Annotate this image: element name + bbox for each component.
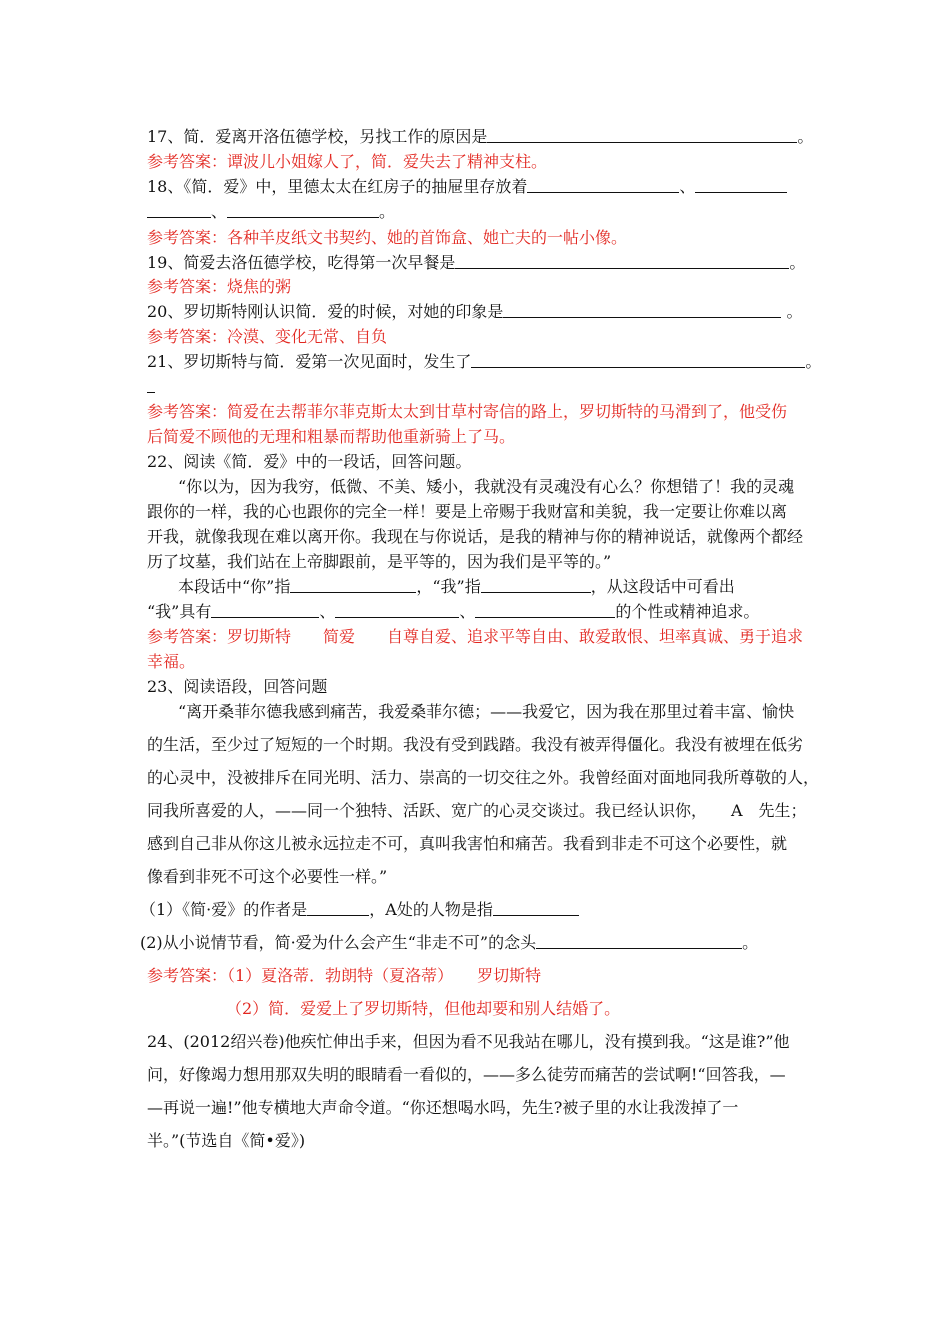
answer-blank [227,201,379,218]
question-18-cont [147,200,395,224]
passage-22-line: 历了坟墓，我们站在上帝脚跟前，是平等的，因为我们是平等的。” [147,552,612,571]
question-24-line: 问，好像竭力想用那双失明的眼睛看一看似的，——多么徒劳而痛苦的尝试啊!“回答我，— [147,1065,786,1084]
question-18 [147,175,787,199]
answer-blank [147,376,155,393]
question-20 [147,300,802,324]
answer-blank [471,351,805,368]
answer-18: 参考答案：各种羊皮纸文书契约、她的首饰盒、她亡夫的一帖小像。 [147,228,628,247]
question-18-sep: 、 [211,202,228,221]
answer-blank [335,601,459,618]
answer-21-line-1: 参考答案：简爱在去帮菲尔菲克斯太太到甘草村寄信的路上，罗切斯特的马滑到了，他受伤 [147,402,788,421]
passage-23-line: “离开桑菲尔德我感到痛苦，我爱桑菲尔德；——我爱它，因为我在那里过着丰富、愉快 [178,702,795,721]
answer-17: 参考答案：谭波儿小姐嫁人了，简．爱失去了精神支柱。 [147,152,548,171]
question-23-sub-1 [140,898,579,922]
answer-blank [147,201,211,218]
passage-23-line: 感到自己非从你这儿被永远拉走不可，真叫我害怕和痛苦。我看到非走不可这个必要性，就 [147,834,788,853]
question-20-end: 。 [786,302,803,321]
answer-blank [481,576,591,593]
question-17-text: 17、简．爱离开洛伍德学校，另找工作的原因是 [147,127,488,146]
answer-blank [493,899,579,916]
answer-22-line-1: 参考答案：罗切斯特 简爱 自尊自爱、追求平等自由、敢爱敢恨、坦率真诚、勇于追求 [147,627,804,646]
question-18-end: 。 [379,202,396,221]
answer-blank [211,601,319,618]
question-23-title: 23、阅读语段，回答问题 [147,677,328,696]
passage-23-line: 像看到非死不可这个必要性一样。” [147,867,388,886]
question-17-end: 。 [797,127,814,146]
question-22-text: ，从这段话中可看出 [590,577,735,596]
question-22-sep: 、 [319,602,336,621]
question-22-text: ，“我”指 [416,577,481,596]
answer-22-line-2: 幸福。 [147,652,196,671]
answer-blank [475,601,615,618]
question-22-title: 22、阅读《简．爱》中的一段话，回答问题。 [147,452,472,471]
question-23-text: （1）《简·爱》的作者是 [140,900,308,919]
answer-blank [307,899,369,916]
passage-23-line: 同我所喜爱的人，——同一个独特、活跃、宽广的心灵交谈过。我已经认识你， A 先生； [147,801,807,820]
question-24-line: 半。”(节选自《简•爱》) [147,1131,306,1150]
answer-23-line-2: （2）简．爱爱上了罗切斯特，但他却要和别人结婚了。 [226,999,621,1018]
answer-21-line-2: 后简爱不顾他的无理和粗暴而帮助他重新骑上了马。 [147,427,516,446]
question-19 [147,251,805,275]
answer-20: 参考答案：冷漠、变化无常、自负 [147,327,388,346]
passage-22-line: “你以为，因为我穷，低微、不美、矮小，我就没有灵魂没有心么？你想错了！我的灵魂 [178,477,795,496]
answer-blank [536,932,742,949]
question-18-text: 18、《简．爱》中，里德太太在红房子的抽屉里存放着 [147,177,528,196]
question-22-sub-2 [147,600,759,624]
answer-blank [527,176,679,193]
question-23-text: (2)从小说情节看，简·爱为什么会产生“非走不可”的念头 [140,933,537,952]
answer-blank [503,301,781,318]
answer-23-line-1: 参考答案：（1）夏洛蒂．勃朗特（夏洛蒂） 罗切斯特 [147,966,542,985]
answer-blank [290,576,416,593]
passage-23-line: 的生活，至少过了短短的一个时期。我没有受到践踏。我没有被弄得僵化。我没有被埋在低劣 [147,735,804,754]
question-19-end: 。 [789,253,806,272]
question-22-text: 的个性或精神追求。 [615,602,760,621]
question-22-sep: 、 [459,602,476,621]
question-21-end: 。 [805,352,822,371]
question-21-cont [147,375,155,399]
question-24-line: 24、(2012绍兴卷)他疾忙伸出手来，但因为看不见我站在哪儿，没有摸到我。“这是谁?”他 [147,1032,790,1051]
question-24-line: —再说一遍!”他专横地大声命令道。“你还想喝水吗，先生?被子里的水让我泼掉了一 [147,1098,739,1117]
answer-19: 参考答案：烧焦的粥 [147,277,292,296]
question-18-sep: 、 [679,177,696,196]
question-22-sub-1 [178,575,735,599]
passage-22-line: 跟你的一样，我的心也跟你的完全一样！要是上帝赐于我财富和美貌，我一定要让你难以离 [147,502,788,521]
question-22-text: “我”具有 [147,602,212,621]
answer-blank [695,176,787,193]
question-22-text: 本段话中“你”指 [178,577,291,596]
question-17 [147,125,813,149]
answer-blank [487,126,797,143]
passage-23-line: 的心灵中，没被排斥在同光明、活力、崇高的一切交往之外。我曾经面对面地同我所尊敬的人， [147,768,820,787]
question-23-sub-2 [140,931,758,955]
answer-blank [455,252,789,269]
question-21-text: 21、罗切斯特与简．爱第一次见面时，发生了 [147,352,472,371]
question-23-text: 。 [742,933,759,952]
question-23-text: ，A处的人物是指 [369,900,493,919]
question-21 [147,350,821,374]
question-19-text: 19、简爱去洛伍德学校，吃得第一次早餐是 [147,253,456,272]
passage-22-line: 开我，就像我现在难以离开你。我现在与你说话，是我的精神与你的精神说话，就像两个都经 [147,527,804,546]
question-20-text: 20、罗切斯特刚认识简．爱的时候，对她的印象是 [147,302,504,321]
